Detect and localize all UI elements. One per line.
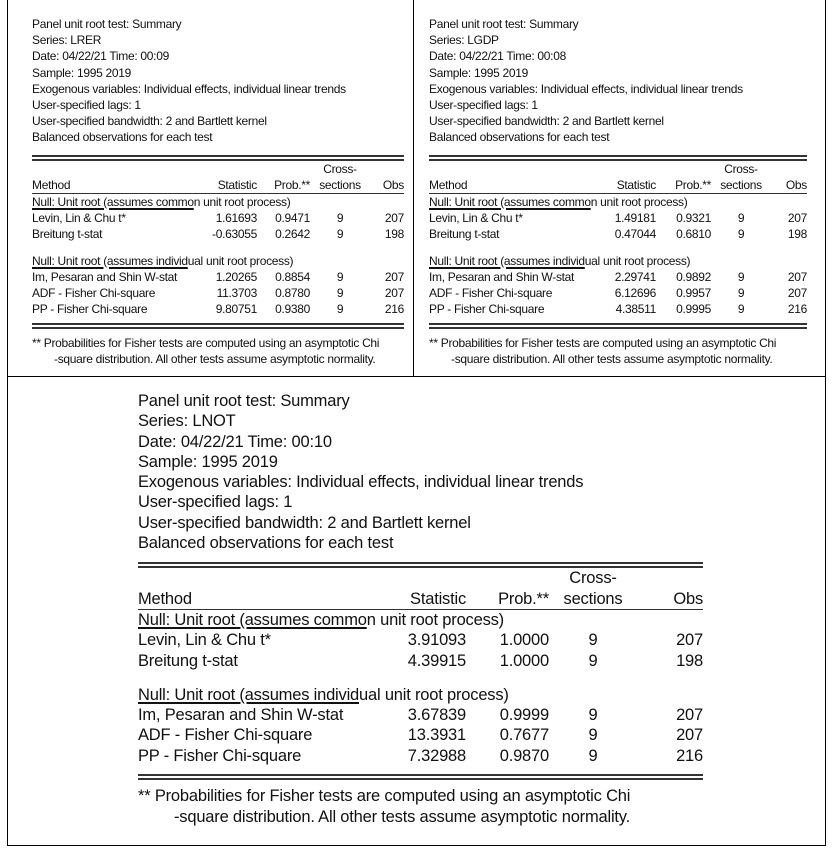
row-obs: 207 — [384, 211, 404, 226]
row-prob: 1.0000 — [499, 631, 549, 650]
row-obs: 207 — [787, 211, 807, 226]
row-prob: 0.9380 — [275, 302, 310, 317]
row-cross-sections: 9 — [336, 285, 344, 300]
footnote — [32, 335, 404, 367]
test-header — [138, 391, 703, 553]
footnote-line-1: ** Probabilities for Fisher tests are computed using an asymptotic Chi — [138, 787, 631, 806]
section-common-underlined: Null: Unit root (assumes commo — [32, 194, 194, 209]
row-obs: 207 — [676, 726, 703, 745]
row-method: Levin, Lin & Chu t* — [429, 211, 523, 226]
row-method: PP - Fisher Chi-square — [32, 302, 148, 317]
table-row — [32, 210, 404, 226]
footnote-line-1: ** Probabilities for Fisher tests are computed using an asymptotic Chi — [32, 336, 380, 351]
row-obs: 207 — [384, 285, 404, 300]
table-row — [32, 301, 404, 317]
exogenous-variables: Exogenous variables: Individual effects, individual linear trends — [138, 473, 584, 492]
section-individual-underlined: Null: Unit root (assumes individ — [138, 685, 360, 704]
panel-lrer — [7, 0, 414, 377]
section-individual-underlined: Null: Unit root (assumes individ — [32, 253, 188, 268]
panel-content — [32, 16, 404, 367]
row-obs: 216 — [787, 302, 807, 317]
table-row — [32, 269, 404, 285]
row-cross-sections: 9 — [336, 211, 344, 226]
footnote-line-2: -square distribution. All other tests assume asymptotic normality. — [174, 808, 631, 827]
row-cross-sections: 9 — [588, 631, 598, 650]
header-row-top — [138, 568, 703, 588]
section-common-underlined: Null: Unit root (assumes commo — [429, 194, 591, 209]
row-statistic: 3.91093 — [407, 631, 466, 650]
row-obs: 207 — [676, 706, 703, 725]
row-prob: 0.2642 — [275, 227, 310, 242]
table-row — [429, 301, 807, 317]
series-name: Series: LNOT — [138, 412, 236, 431]
lags-setting: User-specified lags: 1 — [32, 97, 141, 112]
col-cross-top: Cross- — [724, 161, 758, 176]
row-statistic: 1.49181 — [614, 211, 656, 226]
row-obs: 207 — [787, 285, 807, 300]
row-statistic: 3.67839 — [407, 706, 466, 725]
row-method: Im, Pesaran and Shin W-stat — [429, 269, 575, 284]
row-method: PP - Fisher Chi-square — [138, 746, 302, 765]
row-statistic: 4.38511 — [615, 302, 656, 317]
table-row — [32, 285, 404, 301]
footnote — [429, 335, 807, 367]
section-individual-label — [32, 253, 404, 269]
test-header — [429, 16, 807, 146]
date-time: Date: 04/22/21 Time: 00:10 — [138, 432, 332, 451]
col-obs: Obs — [637, 589, 703, 610]
header-row — [429, 177, 807, 194]
exogenous-variables: Exogenous variables: Individual effects, individual linear trends — [32, 81, 346, 96]
row-cross-sections: 9 — [336, 302, 344, 317]
row-cross-sections: 9 — [737, 269, 745, 284]
row-prob: 0.9999 — [499, 706, 549, 725]
date-time: Date: 04/22/21 Time: 00:08 — [429, 49, 566, 64]
footnote — [138, 786, 703, 828]
row-prob: 0.9995 — [676, 302, 711, 317]
row-method: Breitung t-stat — [138, 651, 238, 670]
section-individual-underlined: Null: Unit root (assumes individ — [429, 253, 585, 268]
row-statistic: 1.61693 — [215, 211, 257, 226]
sample-range: Sample: 1995 2019 — [138, 452, 278, 471]
header-row — [32, 177, 404, 194]
row-prob: 0.9870 — [499, 746, 549, 765]
row-method: ADF - Fisher Chi-square — [32, 285, 156, 300]
section-individual-label — [138, 685, 703, 705]
series-name: Series: LGDP — [429, 33, 499, 48]
row-cross-sections: 9 — [588, 706, 598, 725]
col-method: Method — [32, 177, 197, 194]
row-method: ADF - Fisher Chi-square — [429, 285, 553, 300]
col-statistic: Statistic — [594, 177, 656, 194]
balanced-note: Balanced observations for each test — [32, 130, 213, 145]
balanced-note: Balanced observations for each test — [138, 534, 394, 553]
row-obs: 216 — [676, 746, 703, 765]
table-row — [429, 269, 807, 285]
row-statistic: 9.80751 — [215, 302, 257, 317]
row-method: Im, Pesaran and Shin W-stat — [138, 706, 344, 725]
col-cross-sections: sections — [549, 589, 637, 610]
table-row — [429, 210, 807, 226]
bottom-double-rule — [138, 774, 703, 780]
test-title: Panel unit root test: Summary — [138, 392, 350, 410]
section-common-underlined: Null: Unit root (assumes commo — [138, 610, 367, 629]
row-obs: 198 — [676, 651, 703, 670]
sample-range: Sample: 1995 2019 — [429, 65, 528, 80]
row-cross-sections: 9 — [737, 211, 745, 226]
row-prob: 0.6810 — [676, 227, 711, 242]
panel-lgdp — [413, 0, 826, 377]
row-method: ADF - Fisher Chi-square — [138, 726, 313, 745]
results-table — [429, 161, 807, 318]
test-title: Panel unit root test: Summary — [32, 17, 182, 31]
bottom-double-rule — [32, 323, 404, 329]
row-prob: 0.8780 — [275, 285, 310, 300]
row-prob: 0.9892 — [676, 269, 711, 284]
section-common-label — [429, 193, 807, 210]
bottom-double-rule — [429, 323, 807, 329]
col-cross-sections: sections — [310, 177, 370, 194]
row-statistic: 13.3931 — [407, 726, 466, 745]
test-header — [32, 16, 404, 146]
row-cross-sections: 9 — [737, 285, 745, 300]
row-obs: 198 — [384, 227, 404, 242]
table-row — [32, 226, 404, 242]
col-statistic: Statistic — [386, 589, 466, 610]
section-individual-rest: ual unit root process) — [584, 253, 691, 268]
section-individual-rest: ual unit root process) — [359, 685, 509, 704]
row-obs: 216 — [384, 302, 404, 317]
panel-lnot — [7, 376, 826, 846]
row-cross-sections: 9 — [737, 227, 745, 242]
section-common-rest: n unit root process) — [193, 194, 291, 209]
row-statistic: 0.47044 — [614, 227, 656, 242]
row-obs: 207 — [676, 631, 703, 650]
results-table — [32, 161, 404, 318]
row-cross-sections: 9 — [588, 726, 598, 745]
row-method: Levin, Lin & Chu t* — [138, 631, 271, 650]
row-obs: 198 — [787, 227, 807, 242]
footnote-line-2: -square distribution. All other tests assume asymptotic normality. — [54, 352, 376, 367]
col-cross-top: Cross- — [323, 161, 357, 176]
row-obs: 207 — [384, 269, 404, 284]
footnote-line-2: -square distribution. All other tests assume asymptotic normality. — [451, 352, 773, 367]
row-cross-sections: 9 — [588, 651, 598, 670]
table-row — [429, 285, 807, 301]
col-method: Method — [138, 589, 386, 610]
row-prob: 1.0000 — [499, 651, 549, 670]
row-statistic: 11.3703 — [216, 285, 257, 300]
col-cross-top: Cross- — [569, 569, 617, 588]
row-obs: 207 — [787, 269, 807, 284]
panel-content — [138, 391, 703, 828]
section-individual-label — [429, 253, 807, 269]
col-statistic: Statistic — [197, 177, 257, 194]
col-obs: Obs — [771, 177, 807, 194]
table-row — [138, 630, 703, 650]
row-method: PP - Fisher Chi-square — [429, 302, 545, 317]
col-obs: Obs — [370, 177, 404, 194]
date-time: Date: 04/22/21 Time: 00:09 — [32, 49, 169, 64]
series-name: Series: LRER — [32, 33, 102, 48]
row-statistic: 2.29741 — [614, 269, 656, 284]
row-cross-sections: 9 — [336, 269, 344, 284]
row-cross-sections: 9 — [588, 746, 598, 765]
section-spacer — [429, 243, 807, 253]
section-spacer — [138, 671, 703, 685]
results-table — [138, 568, 703, 766]
row-statistic: 4.39915 — [407, 651, 466, 670]
col-prob: Prob.** — [466, 589, 549, 610]
col-prob: Prob.** — [656, 177, 711, 194]
row-statistic: 7.32988 — [407, 746, 466, 765]
bandwidth-setting: User-specified bandwidth: 2 and Bartlett kernel — [32, 114, 267, 129]
bandwidth-setting: User-specified bandwidth: 2 and Bartlett kernel — [138, 513, 471, 532]
col-prob: Prob.** — [257, 177, 310, 194]
row-cross-sections: 9 — [336, 227, 344, 242]
lags-setting: User-specified lags: 1 — [138, 493, 293, 512]
col-cross-sections: sections — [711, 177, 771, 194]
row-method: Im, Pesaran and Shin W-stat — [32, 269, 178, 284]
row-prob: 0.8854 — [275, 269, 310, 284]
table-row — [138, 746, 703, 766]
row-prob: 0.7677 — [499, 726, 549, 745]
sample-range: Sample: 1995 2019 — [32, 65, 131, 80]
section-individual-rest: ual unit root process) — [187, 253, 294, 268]
col-method: Method — [429, 177, 594, 194]
test-title: Panel unit root test: Summary — [429, 17, 579, 31]
table-row — [138, 651, 703, 671]
section-common-label — [138, 609, 703, 630]
header-row-top — [429, 161, 807, 177]
balanced-note: Balanced observations for each test — [429, 130, 610, 145]
exogenous-variables: Exogenous variables: Individual effects, individual linear trends — [429, 81, 743, 96]
row-prob: 0.9957 — [676, 285, 711, 300]
row-prob: 0.9321 — [676, 211, 711, 226]
section-spacer — [32, 243, 404, 253]
row-method: Levin, Lin & Chu t* — [32, 211, 126, 226]
row-statistic: 6.12696 — [614, 285, 656, 300]
table-row — [429, 226, 807, 242]
header-row-top — [32, 161, 404, 177]
table-row — [138, 705, 703, 725]
section-common-rest: n unit root process) — [590, 194, 688, 209]
row-method: Breitung t-stat — [429, 227, 500, 242]
row-statistic: 1.20265 — [215, 269, 257, 284]
table-row — [138, 725, 703, 745]
row-statistic: -0.63055 — [212, 227, 257, 242]
lags-setting: User-specified lags: 1 — [429, 97, 538, 112]
row-method: Breitung t-stat — [32, 227, 103, 242]
section-common-label — [32, 193, 404, 210]
panel-content — [429, 16, 807, 367]
bandwidth-setting: User-specified bandwidth: 2 and Bartlett kernel — [429, 114, 664, 129]
header-row — [138, 589, 703, 610]
footnote-line-1: ** Probabilities for Fisher tests are computed using an asymptotic Chi — [429, 336, 777, 351]
section-common-rest: n unit root process) — [366, 610, 504, 629]
row-prob: 0.9471 — [275, 211, 310, 226]
row-cross-sections: 9 — [737, 302, 745, 317]
